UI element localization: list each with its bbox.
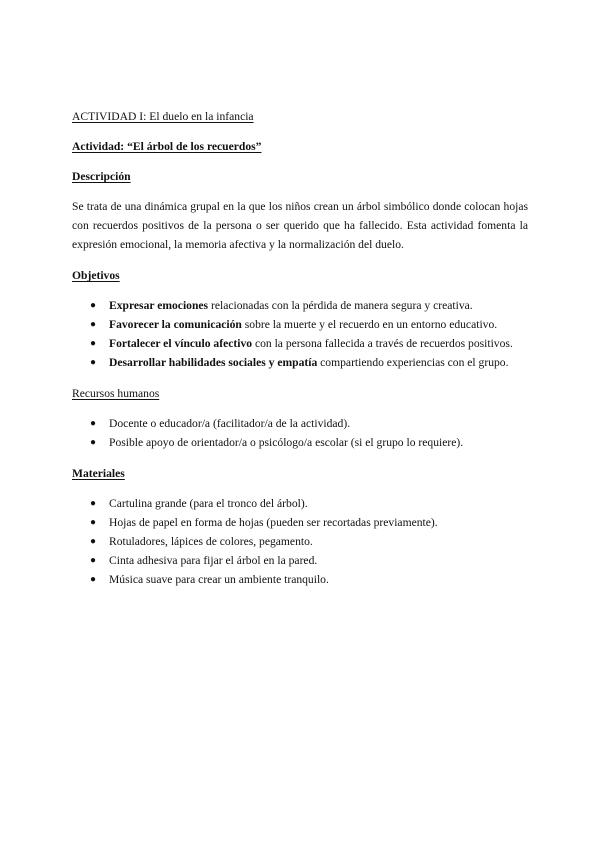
- description-text: Se trata de una dinámica grupal en la que los niños crean un árbol simbólico donde colocan hojas con recuerdos positivos de la persona o ser querido que ha fallecido. Esta actividad fomenta la expresión emocional, la memoria afectiva y la normalización del duelo.: [72, 200, 528, 251]
- bullet-icon: ●: [90, 319, 97, 330]
- list-item: [72, 532, 528, 551]
- bullet-icon: ●: [90, 498, 97, 509]
- list-item: [72, 513, 528, 532]
- activity-title: Actividad: “El árbol de los recuerdos”: [72, 140, 262, 153]
- objective-text: sobre la muerte y el recuerdo en un entorno educativo.: [241, 318, 498, 331]
- material-text: Cartulina grande (para el tronco del árbol).: [109, 497, 308, 510]
- description-heading: Descripción: [72, 170, 131, 183]
- material-text: Cinta adhesiva para fijar el árbol en la pared.: [109, 554, 318, 567]
- bullet-icon: ●: [90, 357, 97, 368]
- bullet-icon: ●: [90, 517, 97, 528]
- material-text: Rotuladores, lápices de colores, pegamento.: [109, 535, 313, 548]
- bullet-icon: ●: [90, 300, 97, 311]
- human-resources-heading: Recursos humanos: [72, 387, 160, 400]
- materials-list: [72, 494, 528, 589]
- list-item: [72, 570, 528, 589]
- objective-bold: Fortalecer el vínculo afectivo: [109, 337, 253, 350]
- objective-bold: Favorecer la comunicación: [109, 318, 242, 331]
- objectives-heading: Objetivos: [72, 269, 120, 282]
- list-item: [72, 551, 528, 570]
- list-item: [72, 315, 528, 334]
- list-item: [72, 414, 528, 433]
- objective-text: compartiendo experiencias con el grupo.: [317, 356, 509, 369]
- list-item: [72, 494, 528, 513]
- list-item: [72, 433, 528, 452]
- objectives-list: [72, 296, 528, 372]
- bullet-icon: ●: [90, 338, 97, 349]
- materials-heading: Materiales: [72, 467, 125, 480]
- objective-bold: Desarrollar habilidades sociales y empatía: [109, 356, 318, 369]
- bullet-icon: ●: [90, 437, 97, 448]
- bullet-icon: ●: [90, 418, 97, 429]
- document-page: [72, 107, 528, 589]
- objective-text: relacionadas con la pérdida de manera segura y creativa.: [208, 299, 473, 312]
- material-text: Música suave para crear un ambiente tranquilo.: [109, 573, 329, 586]
- bullet-icon: ●: [90, 555, 97, 566]
- human-resources-list: [72, 414, 528, 452]
- activity-heading: ACTIVIDAD I: El duelo en la infancia: [72, 110, 254, 123]
- bullet-icon: ●: [90, 574, 97, 585]
- material-text: Hojas de papel en forma de hojas (pueden ser recortadas previamente).: [109, 516, 438, 529]
- resource-text: Docente o educador/a (facilitador/a de la actividad).: [109, 417, 351, 430]
- objective-bold: Expresar emociones: [109, 299, 209, 312]
- list-item: [72, 334, 528, 353]
- bullet-icon: ●: [90, 536, 97, 547]
- objective-text: con la persona fallecida a través de recuerdos positivos.: [252, 337, 513, 350]
- list-item: [72, 353, 528, 372]
- resource-text: Posible apoyo de orientador/a o psicólogo/a escolar (si el grupo lo requiere).: [109, 436, 464, 449]
- list-item: [72, 296, 528, 315]
